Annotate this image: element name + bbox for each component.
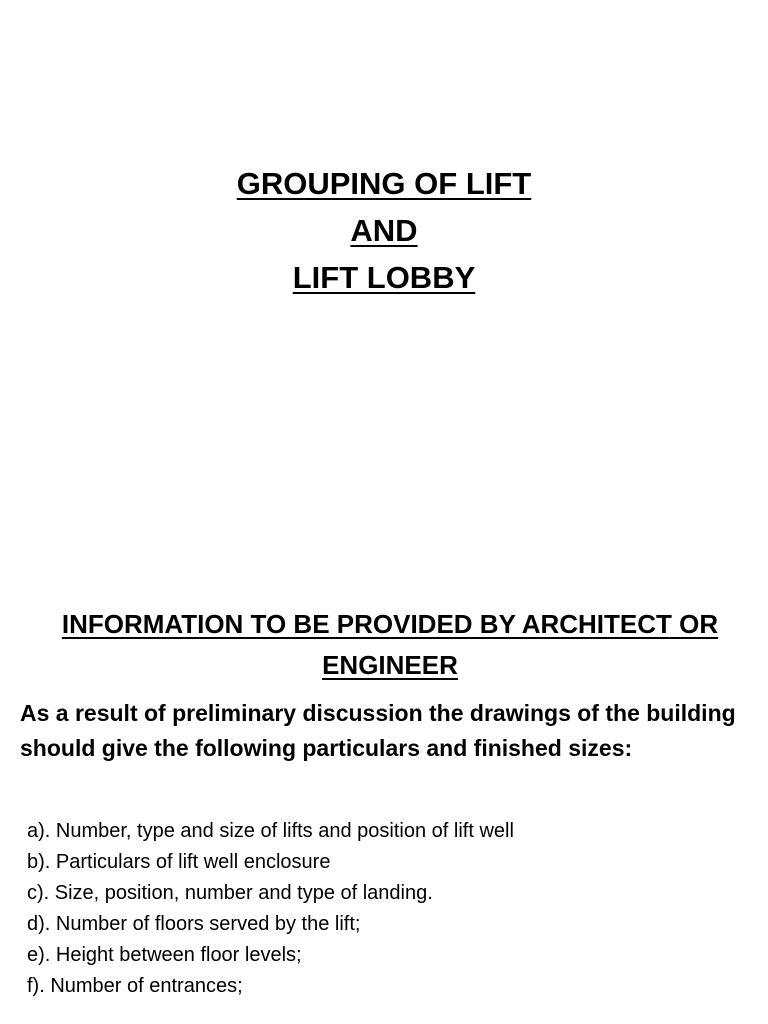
list-item: f). Number of entrances; (27, 975, 243, 997)
intro-paragraph: As a result of preliminary discussion the drawings of the building should give the following particulars and finished sizes: (20, 700, 736, 761)
particulars-list (27, 816, 567, 1002)
title-line: GROUPING OF LIFT (236, 166, 532, 201)
list-item: c). Size, position, number and type of landing. (27, 882, 433, 904)
title-line: LIFT LOBBY (292, 260, 476, 295)
list-item: e). Height between floor levels; (27, 944, 302, 966)
list-item: a). Number, type and size of lifts and position of lift well (27, 820, 514, 842)
slide-title (0, 160, 768, 301)
section-heading: INFORMATION TO BE PROVIDED BY ARCHITECT OR ENGINEER (61, 609, 719, 680)
title-line: AND (350, 213, 418, 248)
list-item: b). Particulars of lift well enclosure (27, 851, 331, 873)
list-item: d). Number of floors served by the lift; (27, 913, 361, 935)
content-slide (0, 560, 768, 1024)
